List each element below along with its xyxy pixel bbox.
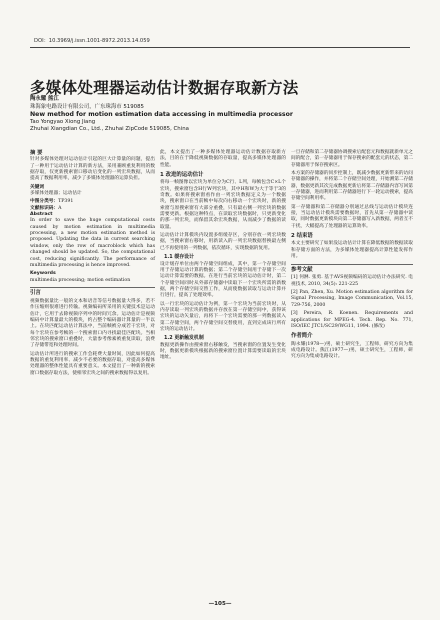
abstract-en-heading: Abstract [30,212,53,218]
author-block [30,96,410,134]
left-column [30,150,155,379]
intro-paragraph-1: 视频数据量比一般的文本和语音等信号数据量大得多，若不作压缩则很难进行传输。视频编码所采用的关键技术是运动估计，它用于去除视频序列中的时间冗余。运动估计是视频编码中计算量最大的模块，约占整个编码器计算量的一半以上。在块匹配运动估计算法中，当前帧被分成若干宏块，对每个宏块在参考帧的一个搜索窗口内寻找最佳匹配块。当相邻宏块的搜索窗口重叠时，大量参考像素被重复读取，浪费了存储带宽和处理时间。 [30,298,155,349]
authors-cn: 陶永耀 熊江 [30,96,59,102]
doc-code-value: A [58,205,62,211]
right-paragraph-3: 第一存储器和第二存储器分别通过总线与运动估计模块连接，当运动估计模块需要数据时，首先从第一存储器中读取，同时数据更新模块向第二存储器写入新数据，两者互不干扰，大幅提高了处理器的运算效率。 [291,204,413,229]
author-bio-heading: 作者简介 [291,333,313,340]
intro-heading: 引言 [30,290,41,297]
intro-paragraph-2: 运动估计所进行的搜索工作会耗费大量时间，因此如何提高数据的重复利用率、减少不必要的数据存取，对提高多媒体处理器的整体性能具有重要意义。本文提出了一种新的搜索窗口数据存取方法，使相邻宏块之间的搜索数据得以复用。 [30,351,155,376]
section-1-1-paragraph-2: 以一行宏块的运动估计为例，第一个宏块为当前宏块时，从内存读取一列宏块的数据并存放在第一存储空间中，获得该宏块的运动矢量后，再将下一个宏块需要的那一列数据读入第二存储空间，两个存储空间交替使用，直到完成该行所有宏块的运动估计。 [160,301,286,332]
section-1-paragraph-1: 将每一帧图像以宏块为单位分为C行、L列，每帧包含C×L个宏块，搜索窗包含H行W列宏块，其中H和W为大于等于3的奇数。如果将搜索窗看作由一列宏块数据定义为一个数据块，搜索窗口在当前帧中每次向右移动一个宏块时，新的搜索窗与原搜索窗有大部分重叠，只有最右侧一列宏块的数据需要更新。根据这种特点，在读取宏块数据时，只更新变化的那一列宏块，而保留其余宏块数据，从而减少了数据的读取量。 [160,180,286,230]
doi-line: DOI：10.3969/j.issn.1001-8972.2013.14.059 [34,38,150,44]
reference-item: [3] Pereira, R. Koenen. Requirements and applications for MPEG-4. Tech. Rep. No. 771, ISO/IEC JTC1/SC29/WG11, 1994. (修改) [291,311,413,329]
page-number: —105— [208,601,232,607]
middle-column [160,150,286,364]
section-1-paragraph-2: 运动估计计算模块内设置多组缓存区，分别存放一列宏块数据，当搜索窗右移时，用新读入的一列宏块数据替换最左侧已不再使用的一列数据，依次循环，实现数据的复用。 [160,233,286,251]
intro-continuation: 此，本文提出了一种多媒体处理器运动估计数据存取新方法，目的在于降低视频数据的存取量，提高多媒体处理器的性能。 [160,150,286,168]
right-paragraph-2: 本方案的存储器的同步控制上，既减少数据更新带来的访问存储器的操作，并将第二个存储空间处理，开始测第二存储器，数据更新其次完成数据更新后将第二存储器内容写回第一存储器，进而利用第二存储器进行下一轮运动搜索，提高存储空间利用率。 [291,171,413,202]
author-bio: 陶永耀(1978—)男，硕士研究生，工程师，研究方向为集成电路设计。熊江(1977—)男，硕士研究生，工程师，研究方向为集成电路设计。 [291,341,413,360]
keywords-en-heading: Keywords [30,271,56,277]
paper-title-en: New method for motion estimation data accessing in multimedia processor [30,111,293,119]
clc-label: 中图分类号： [30,199,59,205]
reference-item: [1] 何淋. 张勇. 基于AVS视频编码的运动估计办法研究. 电视技术, 2010, 34(5): 221-225 [291,275,413,287]
abstract-divider [30,287,155,288]
affiliation-cn: 珠海象电路设计有限公司，广东珠海市 519085 [30,103,144,110]
doc-code-label: 文献标识码： [30,205,59,211]
references-heading: 参考文献 [291,267,313,274]
header-rule [30,47,410,48]
abstract-heading: 摘 要 [30,150,43,156]
section-1-heading: 1 改进的运动估计 [160,172,204,179]
affiliation-en: Zhuhai Xiangdian Co., Ltd., Zhuhai ZipCode 519085, China [30,126,189,133]
right-column [291,150,413,363]
references-divider [291,264,413,265]
keywords-en: multimedia processing; motion estimation [30,277,131,283]
keywords-cn: 多媒体处理器；运动估计 [30,191,82,197]
section-2-paragraph-1: 本文主要研究了如果没运动估计计算在降低数据的数据读取和存储方面的方法，为多媒体处理器提高计算性能发挥作用。 [291,241,413,260]
abstract-en: In order to save the huge computational costs caused by motion estimation in multimedia processing, a new motion estimation method is proposed. Updating the data in current searching window, only the row of macroblock which has changed should be updated. So, the computational cost, reducing significantly. The performance of multimedia processing is hence improved. [30,218,155,268]
section-1-1-paragraph-1: 设计缓存单位由两个存储空间组成，其中，第一个存储空间用于存储运动计算的数据；第二个存储空间用于存储下一次运动计算需要的数据。在进行当前宏块的运动估计时，第二个存储空间同时从外部存储器中读取下一个宏块所需的新数据，两个存储空间交替工作，从而使数据读取与运动计算并行进行，提高了处理效率。 [160,261,286,299]
paper-title-cn: 多媒体处理器运动估计数据存取新方法 [30,79,299,97]
section-2-heading: 2 结束语 [291,233,313,240]
authors-en: Tao Yongyao Xiong Jiang [30,118,96,125]
right-paragraph-1: 一旦存储和第二存储器协调搜索后配套元和数据就新单元之间的配合，第一存储器用于保存搜索的配套元的状态，第二存储器用于保存搜索区。 [291,150,413,168]
abstract-cn: 针对多媒体处理对运动估计引起的巨大计算量的问题，提出了一种用于运动估计计算的新方法，采用兼顾重复利用的数据存取，仅更新搜索窗口移动后变化的一列宏块数据，从而提高了数据利用率，减少了多媒体处理器的运算负担。 [30,157,155,182]
keywords-heading: 关键词 [30,184,45,190]
reference-item: [2] Pan, Zhen, Xu. Motion estimation algorithm for Signal Processing, Image Communication, Vol.15, 729-756, 2000 [291,290,413,308]
section-1-2-paragraph-1: 数据更新操作由搜索窗右移触发，当搜索窗的位置发生变化时，数据更新模块根据新的搜索窗位置计算需要读取的宏块地址。 [160,342,286,361]
clc-value: TP391 [58,199,74,205]
section-1-2-heading: 1.2 更新触发机制 [164,335,204,342]
section-1-1-heading: 1.1 缓存设计 [164,254,194,261]
